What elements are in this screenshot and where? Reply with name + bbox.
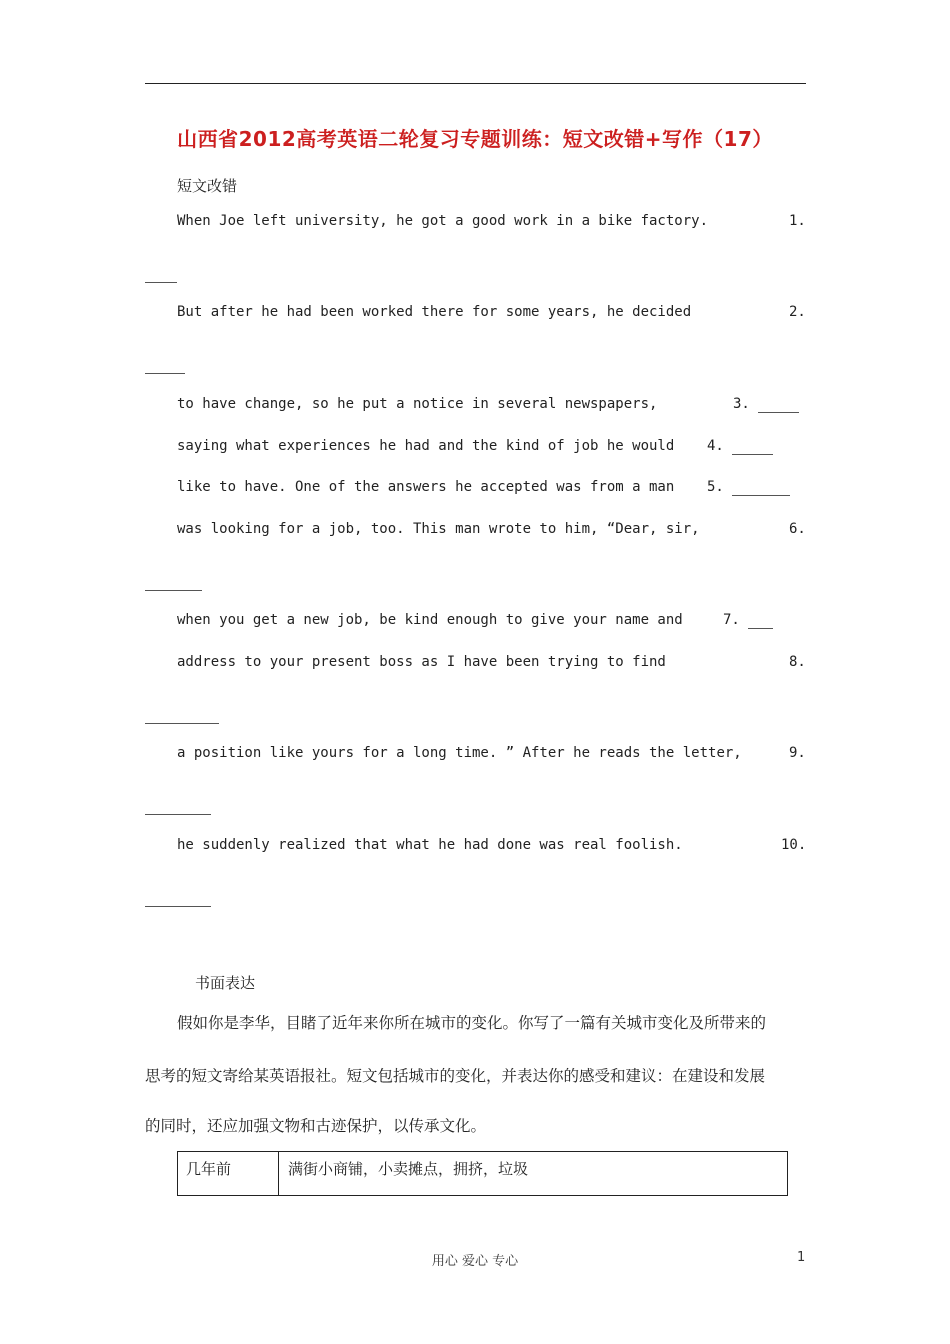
exercise-line: when you get a new job, be kind enough to give your name and [177,612,683,628]
exercise-line: address to your present boss as I have been trying to find [177,654,666,670]
answer-number: 9. [789,745,806,761]
answer-blank [748,628,773,629]
page-number: 1 [797,1250,806,1265]
prompt-line: 的同时，还应加强文物和古迹保护，以传承文化。 [145,1117,487,1135]
answer-blank [732,495,790,496]
exercise-line: he suddenly realized that what he had done was real foolish. [177,837,683,853]
exercise-line: But after he had been worked there for some years, he decided [177,304,692,320]
answer-blank [758,412,799,413]
exercise-line: was looking for a job, too. This man wrote to him, “Dear, sir, [177,521,700,537]
table-cell-period: 几年前 [186,1160,232,1178]
answer-number: 5. [707,479,724,495]
answer-blank [732,454,773,455]
section-heading-error-correction: 短文改错 [177,177,238,195]
answer-blank [145,373,185,374]
page-title: 山西省2012高考英语二轮复习专题训练：短文改错+写作（17） [177,127,773,151]
answer-number: 10. [781,837,807,853]
answer-number: 7. [723,612,740,628]
answer-number: 6. [789,521,806,537]
exercise-line: like to have. One of the answers he accepted was from a man [177,479,675,495]
exercise-line: saying what experiences he had and the kind of job he would [177,438,675,454]
answer-blank [145,282,177,283]
answer-blank [145,906,211,907]
prompt-line: 思考的短文寄给某英语报社。短文包括城市的变化，并表达你的感受和建议：在建设和发展 [145,1067,766,1085]
table-cell-description: 满街小商铺，小卖摊点，拥挤，垃圾 [288,1160,529,1178]
answer-number: 3. [733,396,750,412]
answer-number: 8. [789,654,806,670]
exercise-line: When Joe left university, he got a good work in a bike factory. [177,213,709,229]
answer-number: 2. [789,304,806,320]
answer-blank [145,590,202,591]
page-footer: 用心 爱心 专心 [431,1254,519,1269]
header-rule [145,83,806,84]
exercise-line: to have change, so he put a notice in several newspapers, [177,396,658,412]
exercise-line: a position like yours for a long time. ” After he reads the letter, [177,745,742,761]
section-heading-writing: 书面表达 [195,974,256,992]
prompt-line: 假如你是李华，目睹了近年来你所在城市的变化。你写了一篇有关城市变化及所带来的 [177,1014,767,1032]
table-divider [278,1152,279,1195]
info-table [177,1151,788,1196]
answer-number: 4. [707,438,724,454]
answer-number: 1. [789,213,806,229]
answer-blank [145,723,219,724]
answer-blank [145,814,211,815]
